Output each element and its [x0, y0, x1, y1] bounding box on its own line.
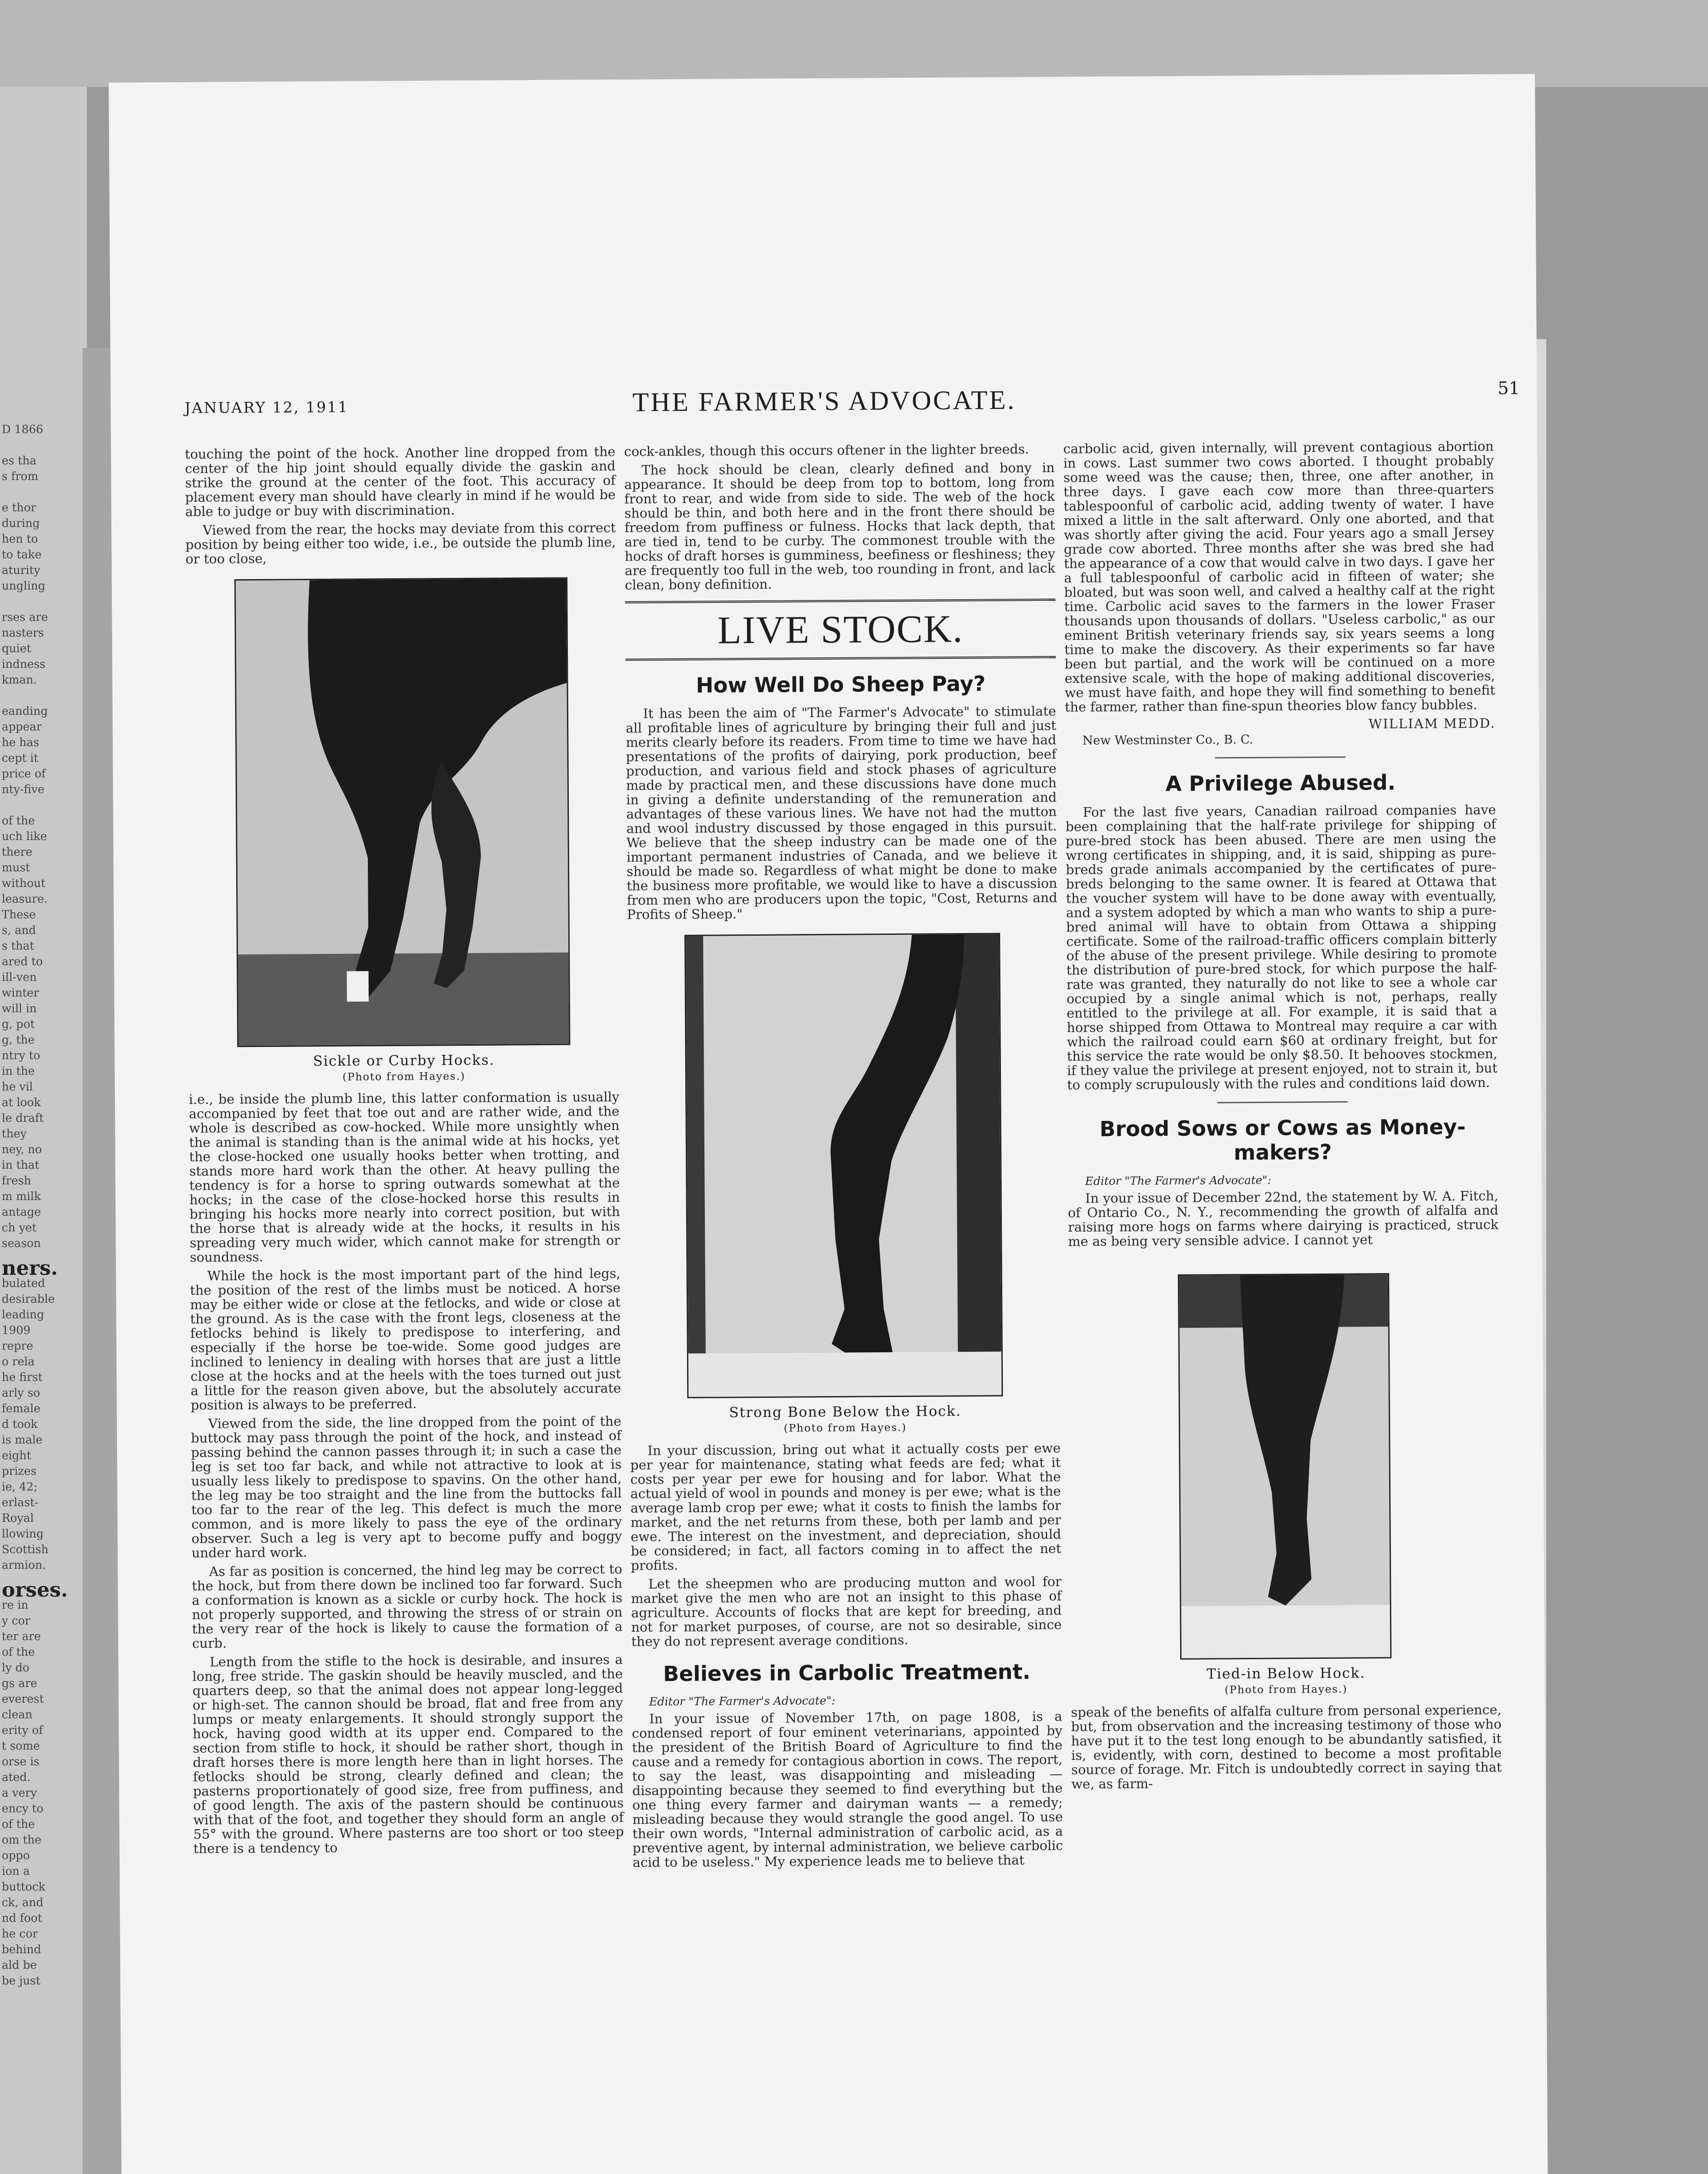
- figure-caption: Tied-in Below Hock.: [1206, 1664, 1366, 1682]
- adjacent-page-line: he first: [2, 1371, 43, 1384]
- section-heading-live-stock: LIVE STOCK.: [625, 599, 1056, 661]
- adjacent-page-line: at look: [2, 1096, 41, 1109]
- horse-hind-legs-image: [236, 579, 569, 1046]
- adjacent-page-line: appear: [2, 720, 42, 734]
- adjacent-page-line: armion.: [2, 1559, 46, 1572]
- paragraph: The hock should be clean, clearly defined and bony in appearance. It should be deep from top to bottom, long from front to rear, and wide from side to side. The web of the hock should be thin, and both here and in the front there should be freedom from puffiness or fulness. Hocks that lack depth, that are tied in, tend to be curby. The commonest trouble with the hocks of draft horses is gumminess, beefiness or fleshiness; they are frequently too full in the web, too rounding in front, and lack clean, bony definition.: [624, 460, 1055, 593]
- adjacent-page-text-middle: [0, 1276, 87, 1573]
- adjacent-page-line: ter are: [2, 1630, 41, 1643]
- adjacent-page-line: g, pot: [2, 1018, 35, 1031]
- adjacent-page-line: desirable: [2, 1293, 55, 1306]
- paragraph: As far as position is concerned, the hind leg may be correct to the hock, but from there down be inclined too far forward. Such a conformation is known as a sickle or curby hock. The hock is not properly supported, and throwing the stress of or strain on the very rear of the hock is likely to cause the formation of a curb.: [192, 1561, 623, 1651]
- adjacent-page-line: D 1866: [2, 423, 43, 436]
- adjacent-page-line: s from: [2, 470, 38, 483]
- adjacent-page-line: aturity: [2, 564, 40, 577]
- adjacent-page-line: in the: [2, 1065, 35, 1078]
- adjacent-page-line: prizes: [2, 1465, 37, 1478]
- adjacent-page-line: of the: [2, 1646, 35, 1659]
- adjacent-page-line: leading: [2, 1308, 44, 1321]
- adjacent-page-line: orse is: [2, 1755, 40, 1768]
- adjacent-page-line: These: [2, 908, 36, 921]
- adjacent-page-line: he vil: [2, 1080, 33, 1094]
- adjacent-page-line: quiet: [2, 642, 31, 655]
- adjacent-page-line: om the: [2, 1834, 42, 1847]
- adjacent-page-line: [0, 688, 87, 704]
- adjacent-page-line: ill-ven: [2, 971, 37, 984]
- header-date: JANUARY 12, 1911: [184, 398, 349, 417]
- adjacent-page-fragment: [0, 87, 87, 2174]
- adjacent-page-line: o rela: [2, 1355, 35, 1368]
- adjacent-page-line: ungling: [2, 580, 46, 593]
- adjacent-page-line: eight: [2, 1449, 31, 1462]
- adjacent-page-line: to take: [2, 548, 42, 561]
- adjacent-page-line: they: [2, 1127, 27, 1140]
- adjacent-page-line: ck, and: [2, 1896, 43, 1909]
- figure-tied-in: [1068, 1273, 1501, 1697]
- page-header: [184, 378, 1532, 426]
- adjacent-page-line: there: [2, 846, 33, 859]
- adjacent-page-line: erlast-: [2, 1496, 39, 1509]
- adjacent-page-line: of the: [2, 1818, 35, 1831]
- horse-leg-image: [1179, 1274, 1390, 1658]
- paragraph: In your issue of November 17th, on page 1808, is a condensed report of four eminent veterinarians, appointed by the president of the British Board of Agriculture to find the cause and a remedy for contagious abortion in cows. The report, to say the least, was disappointing and misleading — disappointing because they seemed to find everything but the one thing every farmer and dairyman wants — a remedy; misleading because they would strangle the good angel. To use their own words, "Internal administration of carbolic acid, as a preventive agent, by internal administration, we believe carbolic acid to be useless." My experience leads me to believe that: [632, 1709, 1063, 1871]
- adjacent-page-line: must: [2, 861, 30, 874]
- adjacent-page-line: buttock: [2, 1881, 46, 1894]
- adjacent-page-line: [0, 797, 87, 813]
- adjacent-page-line: rses are: [2, 611, 48, 624]
- divider: [1217, 1101, 1348, 1104]
- adjacent-page-line: arly so: [2, 1387, 40, 1400]
- article-heading: Brood Sows or Cows as Money-makers?: [1099, 1114, 1466, 1165]
- adjacent-page-text-bottom: [0, 1597, 87, 1989]
- adjacent-page-line: re in: [2, 1599, 29, 1612]
- adjacent-page-line: female: [2, 1402, 40, 1415]
- masthead-title: THE FARMER'S ADVOCATE.: [632, 385, 1016, 417]
- adjacent-page-line: fresh: [2, 1174, 31, 1187]
- column-1: [185, 445, 624, 1861]
- page-number: 51: [1498, 378, 1520, 399]
- photo-sickle-hocks: [234, 577, 570, 1047]
- adjacent-page-line: ald be: [2, 1959, 37, 1972]
- column-3: [1063, 440, 1502, 1796]
- adjacent-page-line: winter: [2, 987, 39, 1000]
- adjacent-page-line: ared to: [2, 955, 43, 968]
- newspaper-page: [109, 74, 1550, 2174]
- adjacent-page-line: e thor: [2, 501, 36, 514]
- adjacent-page-line: ntry to: [2, 1049, 40, 1062]
- signature-place: New Westminster Co., B. C.: [1082, 732, 1254, 748]
- paragraph: Viewed from the side, the line dropped from the point of the buttock may pass through the point of the hock, and instead of passing behind the cannon passes through it; in such a case the leg is set too far back, and while not attractive to look at is usually less likely to predispose to spavins. On the other hand, the leg may be too straight and the line from the buttocks fall too far to the rear of the leg. This defect is much the more common, and is more likely to pass the eye of the ordinary observer. Such a leg is very apt to become puffy and boggy under hard work.: [190, 1414, 622, 1561]
- adjacent-page-line: ly do: [2, 1661, 30, 1674]
- adjacent-page-line: oppo: [2, 1849, 30, 1862]
- adjacent-page-line: erity of: [2, 1724, 43, 1737]
- paragraph: Let the sheepmen who are producing mutton and wool for market give the men who are not an insight to this phase of agriculture. Accounts of flocks that are kept for breeding, and not for market purposes, of course, are not so desirable, since they do not represent average conditions.: [631, 1574, 1062, 1650]
- adjacent-page-line: le draft: [2, 1112, 44, 1125]
- adjacent-page-line: ney, no: [2, 1143, 42, 1156]
- photo-tied-in: [1178, 1273, 1391, 1660]
- paragraph: cock-ankles, though this occurs oftener in the lighter breeds.: [624, 442, 1029, 460]
- article-heading: How Well Do Sheep Pay?: [696, 671, 986, 698]
- adjacent-page-line: [0, 437, 87, 453]
- adjacent-page-line: he cor: [2, 1927, 38, 1941]
- adjacent-page-line: behind: [2, 1943, 41, 1956]
- figure-caption: Sickle or Curby Hocks.: [313, 1051, 495, 1070]
- paragraph: While the hock is the most important part of the hind legs, the position of the rest of the limbs must be noticed. A horse may be either wide or close at the fetlocks, and wide or close at the ground. As is the case with the front legs, closeness at the fetlocks behind is likely to predispose to interfering, and especially if the horse be toe-wide. Some good judges are inclined to leniency in dealing with horses that are just a little close at the hocks and at the heels with the toes turned out just a little for the reason given above, but the absolutely accurate position is always to be preferred.: [190, 1266, 621, 1413]
- adjacent-page-line: he has: [2, 736, 39, 749]
- adjacent-page-line: ie, 42;: [2, 1480, 38, 1494]
- adjacent-page-line: nd foot: [2, 1912, 43, 1925]
- adjacent-page-line: s that: [2, 940, 34, 953]
- adjacent-page-line: 1909: [2, 1324, 31, 1337]
- figure-sickle-hocks: [186, 577, 619, 1084]
- adjacent-page-line: price of: [2, 767, 46, 780]
- adjacent-page-line: hen to: [2, 533, 38, 546]
- horse-leg-image: [686, 934, 1001, 1397]
- adjacent-page-line: ion a: [2, 1865, 30, 1878]
- paragraph: It has been the aim of "The Farmer's Advocate" to stimulate all profitable lines of agriculture by bringing their full and just merits clearly before its readers. From time to time we have had presentations of the profits of dairying, pork production, beef production, and various field and stock phases of agriculture made by practical men, and these discussions have done much in giving a definite understanding of the remuneration and advantages of these various lines. We have not had the mutton and wool industry discussed by those engaged in this pursuit. We believe that the sheep industry can be made one of the important permanent industries of Canada, and we believe it should be made so. Regardless of what might be done to make the business more profitable, we would like to have a discussion from men who are producers upon the topic, "Cost, Returns and Profits of Sheep.": [625, 704, 1057, 923]
- photo-strong-bone: [684, 933, 1003, 1398]
- adjacent-page-line: everest: [2, 1693, 44, 1706]
- adjacent-page-line: be just: [2, 1974, 40, 1987]
- adjacent-page-line: indness: [2, 658, 46, 671]
- adjacent-page-line: kman.: [2, 674, 37, 687]
- adjacent-page-line: [0, 484, 87, 500]
- adjacent-page-line: during: [2, 517, 40, 530]
- divider: [1215, 757, 1346, 759]
- signature: WILLIAM MEDD.: [1368, 716, 1496, 732]
- adjacent-page-line: llowing: [2, 1527, 44, 1540]
- adjacent-page-line: uch like: [2, 830, 47, 843]
- paragraph: In your discussion, bring out what it actually costs per ewe per year for maintenance, stating what feeds are fed; what it costs per year per ewe for housing and for labor. What the actual yield of wool in pounds and money is per ewe; what is the average lamb crop per ewe; what it costs to finish the lambs for market, and the net returns from these, both per lamb and per ewe. The interest on the investment, and depreciation, should be considered; in fact, all factors coming in to affect the net profits.: [630, 1440, 1061, 1574]
- figure-credit: (Photo from Hayes.): [342, 1070, 466, 1083]
- adjacent-page-line: ch yet: [2, 1221, 37, 1234]
- paragraph: Viewed from the rear, the hocks may deviate from this correct position by being either too wide, i.e., be outside the plumb line, or too close,: [185, 520, 616, 567]
- adjacent-page-line: d took: [2, 1418, 38, 1431]
- adjacent-page-line: gs are: [2, 1677, 37, 1690]
- adjacent-page-line: cept it: [2, 752, 39, 765]
- adjacent-page-line: t some: [2, 1740, 40, 1753]
- adjacent-page-line: without: [2, 877, 46, 890]
- paragraph: speak of the benefits of alfalfa culture from personal experience, but, from observation and the increasing testimony of those who have put it to the test long enough to be abundantly satisfied, it is, evidently, with corn, destined to become a most profitable source of forage. Mr. Fitch is undoubtedly correct in saying that we, as farm-: [1071, 1702, 1502, 1792]
- adjacent-page-line: eanding: [2, 705, 48, 718]
- adjacent-page-line: [0, 594, 87, 610]
- adjacent-page-line: Scottish: [2, 1543, 49, 1556]
- adjacent-page-line: in that: [2, 1159, 40, 1172]
- adjacent-page-line: season: [2, 1237, 41, 1250]
- adjacent-page-line: clean: [2, 1708, 33, 1721]
- paragraph: In your issue of December 22nd, the statement by W. A. Fitch, of Ontario Co., N. Y., recommending the growth of alfalfa and raising more hogs on farms where dairying is practiced, struck me as being very sensible advice. I cannot yet: [1068, 1188, 1499, 1250]
- adjacent-page-line: nasters: [2, 627, 44, 640]
- film-margin-top: [0, 0, 1708, 87]
- adjacent-page-line: will in: [2, 1002, 37, 1015]
- adjacent-page-line: m milk: [2, 1190, 41, 1203]
- adjacent-page-line: bulated: [2, 1277, 45, 1290]
- adjacent-page-line: s, and: [2, 924, 36, 937]
- adjacent-page-heading: orses.: [2, 1578, 68, 1601]
- paragraph: For the last five years, Canadian railroad companies have been complaining that the half-rate privilege for shipping of pure-bred stock has been abused. There are men using the wrong certificates in shipping, and, it is said, shipping as pure-breds grade animals accompanied by the certificates of pure-breds belonging to the same owner. It is feared at Ottawa that the voucher system will have to be done away with eventually, and a system adopted by which a man who wants to ship a pure-bred animal will have to obtain from Ottawa a shipping certificate. Some of the railroad-traffic officers complain bitterly of the abuse of the present privilege. While desiring to promote the distribution of pure-bred stock, for which purpose the half-rate was granted, they naturally do not like to see a whole car occupied by a single animal which is not, perhaps, really entitled to the privilege at all. For example, it is said that a horse shipped from Ottawa to Montreal may require a car with which the railroad could earn $60 at ordinary freight, but for this service the rate would be only $8.50. It behooves stockmen, if they value the privilege at present enjoyed, not to strain it, but to comply scrupulously with the rules and conditions laid down.: [1065, 802, 1498, 1093]
- adjacent-page-line: ency to: [2, 1802, 43, 1815]
- adjacent-page-line: g, the: [2, 1034, 35, 1047]
- adjacent-page-text-top: [0, 422, 87, 1251]
- figure-strong-bone: [627, 933, 1061, 1435]
- paragraph: Length from the stifle to the hock is desirable, and insures a long, free stride. The gaskin should be heavily muscled, and the quarters deep, so that the animal does not appear long-legged or high-set. The cannon should be broad, flat and free from any lumps or meaty enlargements. It should strongly support the hock, having good width at its upper end. Compared to the section from stifle to hock, it should be rather short, though in draft horses there is more length here than in light horses. The fetlocks should be strong, clearly defined and clean; the pasterns proportionately of good size, free from puffiness, and of good length. The axis of the pastern should be continuous with that of the foot, and together they should form an angle of 55° with the ground. Where pasterns are too short or too steep there is a tendency to: [192, 1652, 624, 1857]
- editor-line: Editor "The Farmer's Advocate":: [649, 1694, 836, 1709]
- article-heading: Believes in Carbolic Treatment.: [663, 1660, 1031, 1687]
- adjacent-page-line: es tha: [2, 454, 37, 467]
- adjacent-page-line: nty-five: [2, 783, 45, 796]
- figure-credit: (Photo from Hayes.): [784, 1421, 907, 1434]
- paragraph: touching the point of the hock. Another line dropped from the center of the hip joint should equally divide the gaskin and strike the ground at the center of the foot. This accuracy of placement every man should have clearly in mind if he would be able to judge or buy with discrimination.: [185, 444, 616, 520]
- adjacent-page-line: of the: [2, 814, 35, 827]
- adjacent-page-line: leasure.: [2, 893, 48, 906]
- figure-credit: (Photo from Hayes.): [1224, 1683, 1348, 1696]
- adjacent-page-line: y cor: [2, 1614, 30, 1627]
- adjacent-page-line: is male: [2, 1434, 43, 1447]
- column-2: [624, 442, 1063, 1874]
- figure-caption: Strong Bone Below the Hock.: [729, 1403, 961, 1421]
- article-heading: A Privilege Abused.: [1165, 770, 1396, 797]
- adjacent-page-line: repre: [2, 1340, 33, 1353]
- editor-line: Editor "The Farmer's Advocate":: [1085, 1174, 1271, 1188]
- paragraph: carbolic acid, given internally, will prevent contagious abortion in cows. Last summer two cows aborted. I thought probably some weed was the cause; then, three, one after another, in three days. I gave each cow more than three-quarters tablespoonful of carbolic acid, adding twenty of water. I have mixed a little in the salt afterward. Only one aborted, and that was shortly after giving the acid. Four years ago a small Jersey grade cow aborted. Three months after she was bred she had the appearance of a cow that would calve in two days. I gave her a full tablespoonful of carbolic acid in fifteen of water; she bloated, but was soon well, and calved a healthy calf at the right time. Carbolic acid saves to the farmers in the lower Fraser thousands upon thousands of dollars. "Useless carbolic," as our eminent British veterinary friends say, six years seems a long time to make the discovery. As their experiments so far have been but partial, and the work will be continued on a more extensive scale, with the hope of making additional discoveries, we must have faith, and hope they will find something to benefit the farmer, rather than fine-spun theories blow fancy bubbles.: [1063, 439, 1495, 715]
- adjacent-page-line: ated.: [2, 1771, 31, 1784]
- adjacent-page-line: a very: [2, 1787, 37, 1800]
- adjacent-page-line: antage: [2, 1206, 41, 1219]
- adjacent-page-line: Royal: [2, 1512, 34, 1525]
- adjacent-page-heading: ners.: [2, 1256, 58, 1280]
- paragraph: i.e., be inside the plumb line, this latter conformation is usually accompanied by feet that toe out and are rather wide, and the whole is described as cow-hocked. While more unsightly when the animal is standing than is the animal wide at his hocks, yet the close-hocked one usually hooks better when trotting, and stands more hard work than the other. At heavy pulling the tendency is for a horse to spring outwards somewhat at the hocks; in the case of the close-hocked horse this results in bringing his hocks more nearly into correct position, but with the horse that is already wide at the hocks, it results in his spreading very much wider, which cannot make for strength or soundness.: [189, 1089, 620, 1265]
